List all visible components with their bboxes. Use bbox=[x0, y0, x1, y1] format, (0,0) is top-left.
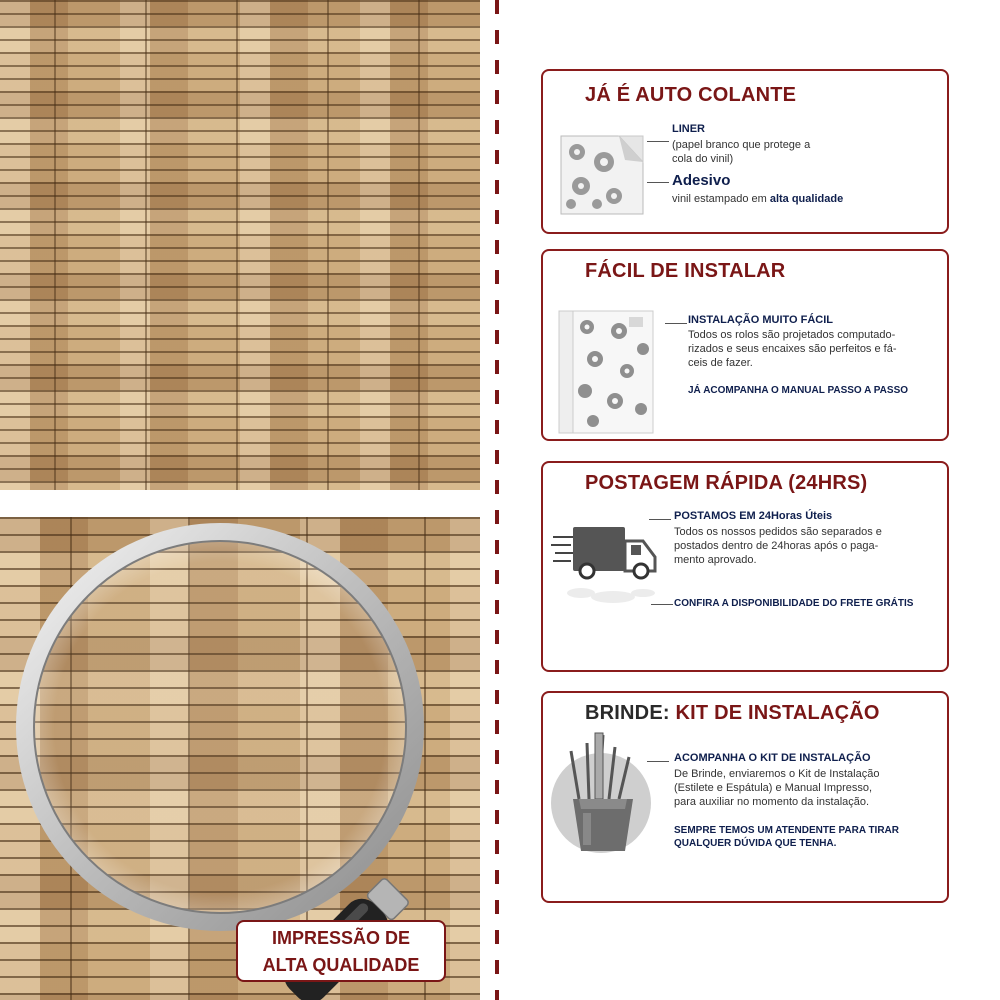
kit-text-2: (Estilete e Espátula) e Manual Impresso, bbox=[674, 782, 873, 794]
delivery-truck-icon bbox=[551, 521, 663, 611]
quality-badge bbox=[236, 920, 446, 982]
manual-note: JÁ ACOMPANHA O MANUAL PASSO A PASSO bbox=[688, 385, 909, 396]
connector-line bbox=[647, 761, 669, 762]
card-title bbox=[585, 702, 880, 725]
badge-line-1: IMPRESSÃO DE bbox=[271, 928, 411, 948]
kit-text-3: para auxiliar no momento da instalação. bbox=[674, 796, 870, 808]
install-text-1: Todos os rolos são projetados computado- bbox=[688, 329, 896, 341]
card-title: JÁ É AUTO COLANTE bbox=[585, 84, 797, 106]
liner-text-1: (papel branco que protege a bbox=[672, 139, 811, 151]
stone-texture-top bbox=[0, 0, 480, 490]
support-note-1: SEMPRE TEMOS UM ATENDENTE PARA TIRAR bbox=[674, 825, 900, 836]
adesivo-text-bold: alta qualidade bbox=[769, 193, 844, 205]
frete-note: CONFIRA A DISPONIBILIDADE DO FRETE GRÁTIS bbox=[674, 598, 914, 609]
card-postagem-rapida bbox=[541, 461, 949, 672]
wall-install-icon bbox=[557, 309, 655, 435]
liner-text-2: cola do vinil) bbox=[672, 153, 734, 165]
connector-line bbox=[647, 182, 669, 183]
postagem-heading bbox=[674, 510, 832, 522]
connector-line bbox=[665, 323, 687, 324]
postagem-heading-bold: POSTAMOS EM bbox=[674, 510, 759, 522]
card-auto-colante bbox=[541, 69, 949, 234]
badge-line-2: ALTA QUALIDADE bbox=[262, 955, 420, 975]
connector-line bbox=[647, 141, 669, 142]
support-note-2: QUALQUER DÚVIDA QUE TENHA. bbox=[674, 838, 837, 849]
wallpaper-roll-icon bbox=[559, 134, 647, 216]
liner-heading: LINER bbox=[672, 123, 705, 135]
dashed-divider bbox=[494, 0, 500, 1000]
postagem-text-3: mento aprovado. bbox=[674, 554, 757, 566]
adesivo-text bbox=[672, 192, 843, 207]
postagem-heading-rest: 24Horas Úteis bbox=[758, 510, 833, 522]
adesivo-heading: Adesivo bbox=[672, 172, 731, 189]
tool-cup-icon bbox=[549, 729, 655, 857]
connector-line bbox=[651, 604, 673, 605]
install-text-2: rizados e seus encaixes são perfeitos e fá- bbox=[688, 343, 897, 355]
kit-text-1: De Brinde, enviaremos o Kit de Instalação bbox=[674, 768, 880, 780]
card-brinde-kit bbox=[541, 691, 949, 903]
install-heading: INSTALAÇÃO MUITO FÁCIL bbox=[688, 314, 834, 326]
title-kit: KIT DE INSTALAÇÃO bbox=[675, 702, 880, 724]
postagem-text-1: Todos os nossos pedidos são separados e bbox=[674, 526, 882, 538]
title-brinde: BRINDE: bbox=[585, 702, 676, 724]
card-title: POSTAGEM RÁPIDA (24HRS) bbox=[585, 472, 868, 494]
card-facil-instalar bbox=[541, 249, 949, 441]
kit-heading: ACOMPANHA O KIT DE INSTALAÇÃO bbox=[674, 752, 871, 764]
card-title: FÁCIL DE INSTALAR bbox=[585, 260, 786, 282]
install-text-3: ceis de fazer. bbox=[688, 357, 753, 369]
postagem-text-2: postados dentro de 24horas após o paga- bbox=[674, 540, 879, 552]
connector-line bbox=[649, 519, 671, 520]
adesivo-text-plain: vinil estampado em bbox=[672, 193, 770, 205]
